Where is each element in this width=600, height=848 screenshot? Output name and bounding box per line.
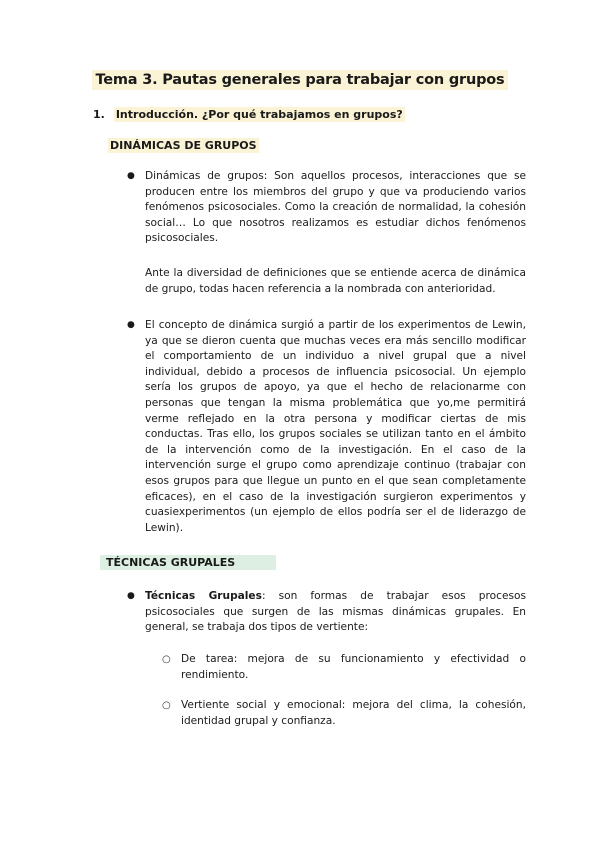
paragraph-dinamicas-lewin: El concepto de dinámica surgió a partir de los experimentos de Lewin, ya que se dieron cuenta que muchas veces era más sencillo modificar el comportamiento de un individuo a nivel grupal que a nivel individual, debido a procesos de influencia psicosocial. Un ejemplo sería los grupos de apoyo, ya que el hecho de relacionarme con personas que tengan la misma problemática que yo,me permitirá verme reflejado en la otra persona y modificar ciertas de mis conductas. Tras ello, los grupos sociales se utilizan tanto en el ámbito de la intervención como de la investigación. En el caso de la intervención surge el grupo como aprendizaje continuo (trabajar con esos grupos para que llegue un punto en el que sean completamente eficaces), en el caso de la investigación surgieron experimentos y cuasiexperimentos (un ejemplo de ellos podría ser el de liderazgo de Lewin). <box>145 319 526 534</box>
tecnicas-definition: : son formas de trabajar esos procesos psicosociales que surgen de las mismas dinámicas grupales. En general, se trabaja dos tipos de vertiente: <box>145 590 526 634</box>
paragraph-tecnicas-grupales <box>145 589 526 636</box>
subheading-dinamicas: DINÁMICAS DE GRUPOS <box>110 139 257 152</box>
circle-bullet-icon: ○ <box>162 700 171 711</box>
list-item-tarea: De tarea: mejora de su funcionamiento y efectividad o rendimiento. <box>181 653 526 681</box>
section-label: Introducción. ¿Por qué trabajamos en grupos? <box>115 108 403 121</box>
bullet-icon: ● <box>127 320 135 330</box>
paragraph-dinamicas-diversidad: Ante la diversidad de definiciones que se entiende acerca de dinámica de grupo, todas hacen referencia a la nombrada con anterioridad. <box>145 267 526 295</box>
list-item-social-emocional: Vertiente social y emocional: mejora del clima, la cohesión, identidad grupal y confianza. <box>181 699 526 727</box>
circle-bullet-icon: ○ <box>162 654 171 665</box>
bullet-icon: ● <box>127 171 135 181</box>
paragraph-dinamicas-definicion: Dinámicas de grupos: Son aquellos procesos, interacciones que se producen entre los miembros del grupo y que va produciendo varios fenómenos psicosociales. Como la creación de normalidad, la cohesión social… Lo que nosotros realizamos es estudiar dichos fenómenos psicosociales. <box>145 170 526 245</box>
page-title: Tema 3. Pautas generales para trabajar con grupos <box>0 72 600 88</box>
section-number: 1. <box>93 108 105 121</box>
subheading-tecnicas: TÉCNICAS GRUPALES <box>100 555 276 570</box>
bullet-icon: ● <box>127 591 135 601</box>
section-heading-introduccion <box>93 108 405 121</box>
term-tecnicas-grupales: Técnicas Grupales <box>145 590 262 602</box>
